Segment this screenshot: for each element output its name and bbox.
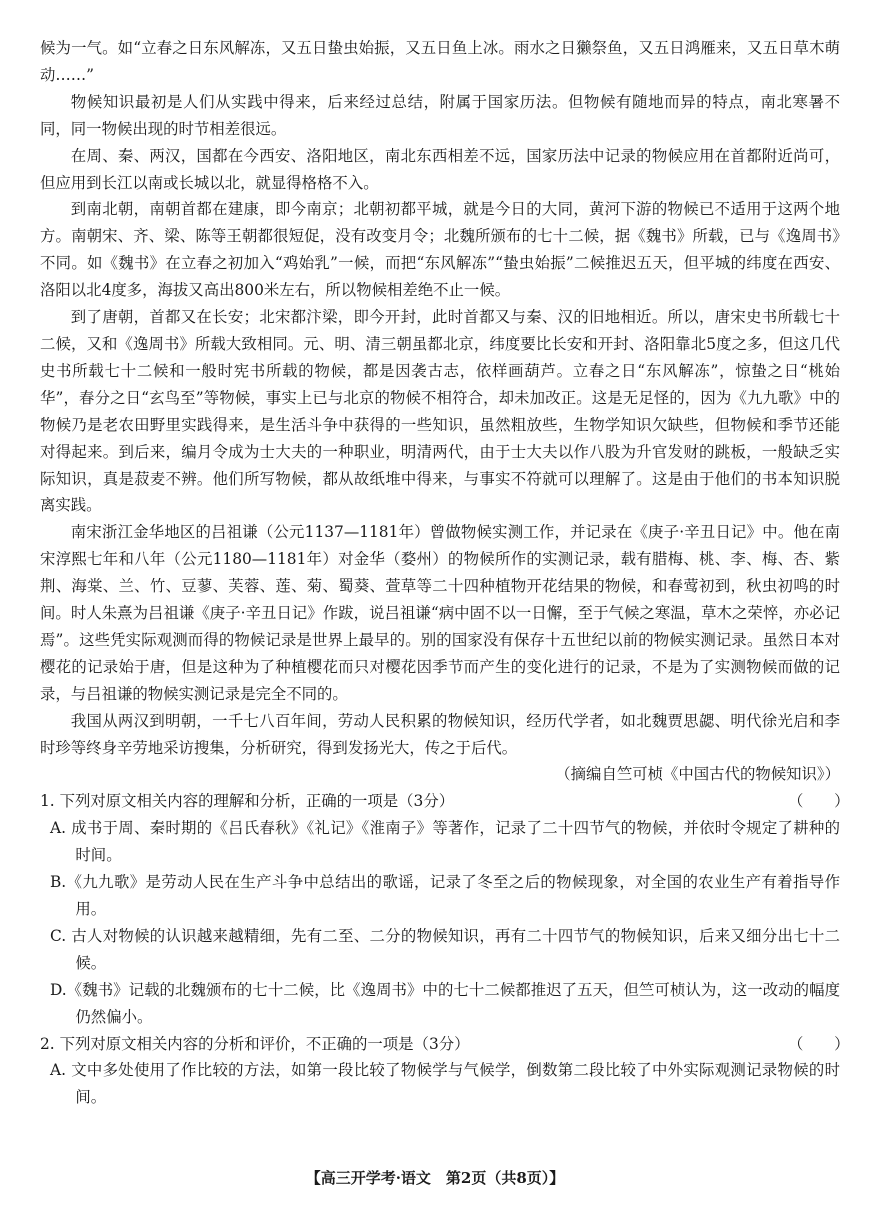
option-c: C. 古人对物候的认识越来越精细，先有二至、二分的物候知识，再有二十四节气的物候知识，后来又细分出七十二候。 xyxy=(50,926,840,972)
source-citation: （摘编自竺可桢《中国古代的物候知识》） xyxy=(555,765,840,784)
option-a: A. 成书于周、秦时期的《吕氏春秋》《礼记》《淮南子》等著作，记录了二十四节气的物候，并依时令规定了耕种的时间。 xyxy=(50,819,840,865)
paragraph: 我国从两汉到明朝，一千七八百年间，劳动人民积累的物候知识，经历代学者，如北魏贾思勰、明代徐光启和李时珍等终身辛劳地采访搜集，分析研究，得到发扬光大，传之于后代。 xyxy=(40,711,840,757)
paragraph: 到了唐朝，首都又在长安；北宋都汴梁，即今开封，此时首都又与秦、汉的旧地相近。所以，唐宋史书所载七十二候，又和《逸周书》所载大致相同。元、明、清三朝虽都北京，纬度要比长安和开封、洛阳靠北5度之多，但这几代史书所载七十二候和一般时宪书所载的物候，都是因袭古志，依样画葫芦。立春之日“东风解冻”，惊蛰之日“桃始华”，春分之日“玄鸟至”等物候，事实上已与北京的物候不相符合，却未加改正。这是无足怪的，因为《九九歌》中的物候乃是老农田野里实践得来，是生活斗争中获得的一些知识，虽然粗放些，生物学知识欠缺些，但物候和季节还能对得起来。到后来，编月令成为士大夫的一种职业，明清两代，由于士大夫以作八股为升官发财的跳板，一般缺乏实际知识，真是菽麦不辨。他们所写物候，都从故纸堆中得来，与事实不符就可以理解了。这是由于他们的书本知识脱离实践。 xyxy=(40,308,840,515)
paragraph: 到南北朝，南朝首都在建康，即今南京；北朝初都平城，就是今日的大同，黄河下游的物候已不适用于这两个地方。南朝宋、齐、梁、陈等王朝都很短促，没有改变月令；北魏所颁布的七十二候，据《魏书》所载，已与《逸周书》不同。如《魏书》在立春之初加入“鸡始乳”一候，而把“东风解冻”“蛰虫始振”二候推迟五天，但平城的纬度在西安、洛阳以北4度多，海拔又高出800米左右，所以物候相差绝不止一候。 xyxy=(40,200,840,300)
option-b: B.《九九歌》是劳动人民在生产斗争中总结出的歌谣，记录了冬至之后的物候现象，对全国的农业生产有着指导作用。 xyxy=(50,873,840,918)
paragraph-continuation: 候为一气。如“立春之日东风解冻，又五日蛰虫始振，又五日鱼上冰。雨水之日獭祭鱼，又五日鸿雁来，又五日草木萌动……” xyxy=(40,39,840,84)
option-d: D.《魏书》记载的北魏颁布的七十二候，比《逸周书》中的七十二候都推迟了五天，但竺可桢认为，这一改动的幅度仍然偏小。 xyxy=(50,980,840,1026)
question-1 xyxy=(40,788,850,815)
page-footer: 【高三开学考·语文 第2页（共8页）】 xyxy=(305,1169,565,1187)
paragraph: 在周、秦、两汉，国都在今西安、洛阳地区，南北东西相差不远，国家历法中记录的物候应用在首都附近尚可，但应用到长江以南或长城以北，就显得格格不入。 xyxy=(40,146,840,192)
paragraph: 物候知识最初是人们从实践中得来，后来经过总结，附属于国家历法。但物候有随地而异的特点，南北寒暑不同，同一物候出现的时节相差很远。 xyxy=(40,92,840,138)
option-a: A. 文中多处使用了作比较的方法，如第一段比较了物候学与气候学，倒数第二段比较了中外实际观测记录物候的时间。 xyxy=(50,1061,840,1107)
passage-body xyxy=(40,35,850,1111)
answer-bracket: （ ） xyxy=(788,1034,850,1053)
answer-bracket: （ ） xyxy=(788,792,850,811)
question-stem: 1. 下列对原文相关内容的理解和分析，正确的一项是（3分） xyxy=(40,792,455,811)
question-stem: 2. 下列对原文相关内容的分析和评价，不正确的一项是（3分） xyxy=(40,1034,470,1053)
paragraph: 南宋浙江金华地区的吕祖谦（公元1137—1181年）曾做物候实测工作，并记录在《庚子·辛丑日记》中。他在南宋淳熙七年和八年（公元1180—1181年）对金华（婺州）的物候所作的实测记录，载有腊梅、桃、李、梅、杏、紫荆、海棠、兰、竹、豆蓼、芙蓉、莲、菊、蜀葵、萱草等二十四种植物开花结果的物候，和春莺初到，秋虫初鸣的时间。时人朱熹为吕祖谦《庚子·辛丑日记》作跋，说吕祖谦“病中固不以一日懈，至于气候之寒温，草木之荣悴，亦必记焉”。这些凭实际观测而得的物候记录是世界上最早的。别的国家没有保存十五世纪以前的物候实测记录。虽然日本对樱花的记录始于唐，但是这种为了种植樱花而只对樱花因季节而产生的变化进行的记录，不是为了实测物候而做的记录，与吕祖谦的物候实测记录是完全不同的。 xyxy=(40,523,840,703)
question-2 xyxy=(40,1031,850,1058)
